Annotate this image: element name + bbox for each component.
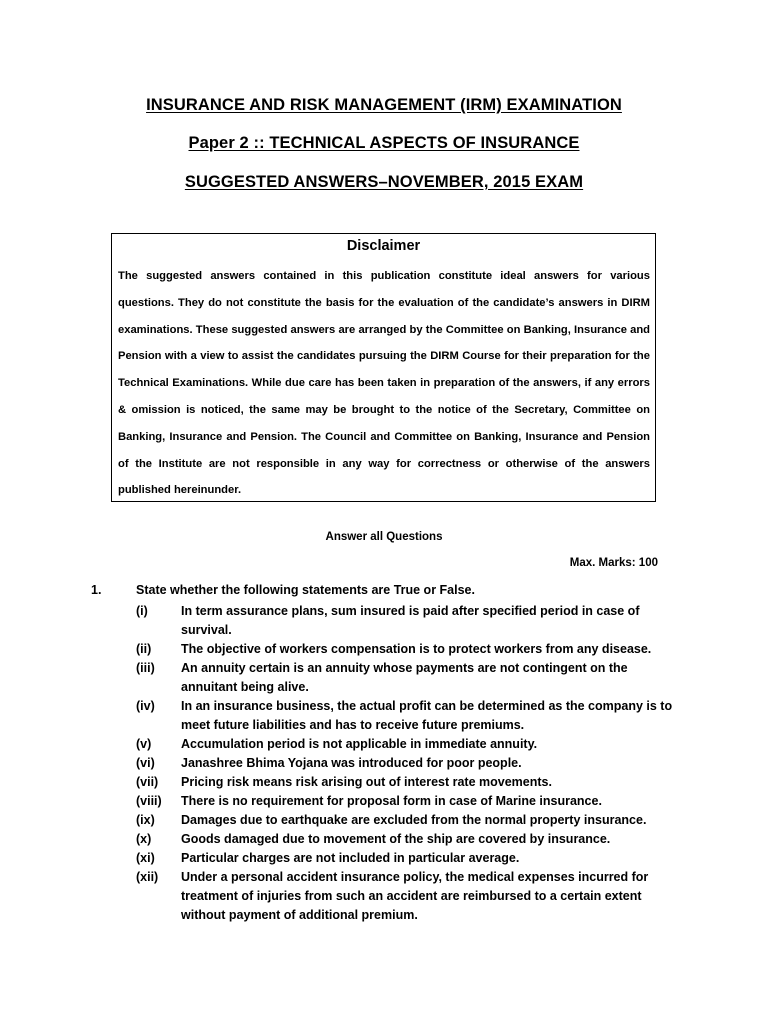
statement-number: (i) (136, 604, 148, 618)
statement-item (136, 754, 686, 773)
answer-all-instruction: Answer all Questions (325, 531, 443, 543)
statement-item (136, 811, 686, 830)
statement-number: (viii) (136, 794, 162, 808)
statement-item (136, 792, 686, 811)
statement-number: (xi) (136, 851, 155, 865)
statement-item (136, 602, 686, 640)
paper-title: Paper 2 :: TECHNICAL ASPECTS OF INSURANCE (188, 134, 580, 152)
statement-item (136, 868, 686, 925)
question-stem: State whether the following statements are True or False. (136, 583, 475, 597)
statement-text: Pricing risk means risk arising out of interest rate movements. (181, 775, 552, 789)
statement-text: In term assurance plans, sum insured is paid after specified period in case of survival. (181, 604, 640, 637)
statement-number: (ii) (136, 642, 152, 656)
statement-number: (v) (136, 737, 152, 751)
statement-text: The objective of workers compensation is to protect workers from any disease. (181, 642, 652, 656)
statement-number: (x) (136, 832, 152, 846)
statement-text: Particular charges are not included in particular average. (181, 851, 520, 865)
statement-item (136, 830, 686, 849)
statement-item (136, 697, 686, 735)
question-number: 1. (91, 583, 102, 597)
statement-text: Janashree Bhima Yojana was introduced for poor people. (181, 756, 522, 770)
statement-text: Goods damaged due to movement of the ship are covered by insurance. (181, 832, 611, 846)
statement-number: (vi) (136, 756, 155, 770)
statement-text: Damages due to earthquake are excluded from the normal property insurance. (181, 813, 647, 827)
disclaimer-text: The suggested answers contained in this publication constitute ideal answers for various questions. They do not constitute the basis for the evaluation of the candidate’s answers in DIRM examinations. These suggested answers are arranged by the Committee on Banking, Insurance and Pension with a view to assist the candidates pursuing the DIRM Course for their preparation for the Technical Examinations. While due care has been taken in preparation of the answers, if any errors & omission is noticed, the same may be brought to the notice of the Secretary, Committee on Banking, Insurance and Pension. The Council and Committee on Banking, Insurance and Pension of the Institute are not responsible in any way for correctness or otherwise of the answers published hereinunder. (118, 270, 650, 497)
statement-item (136, 640, 686, 659)
exam-title: INSURANCE AND RISK MANAGEMENT (IRM) EXAMINATION (146, 96, 622, 114)
statement-number: (xii) (136, 870, 159, 884)
statement-list (136, 602, 686, 925)
statement-number: (iii) (136, 661, 155, 675)
statement-number: (iv) (136, 699, 155, 713)
statement-text: An annuity certain is an annuity whose payments are not contingent on the annuitant being alive. (181, 661, 628, 694)
disclaimer-box (111, 233, 656, 502)
statement-item (136, 659, 686, 697)
statement-item (136, 735, 686, 754)
statement-number: (vii) (136, 775, 159, 789)
statement-text: In an insurance business, the actual profit can be determined as the company is to meet future liabilities and has to receive future premiums. (181, 699, 673, 732)
statement-text: There is no requirement for proposal form in case of Marine insurance. (181, 794, 602, 808)
statement-text: Accumulation period is not applicable in immediate annuity. (181, 737, 538, 751)
disclaimer-title: Disclaimer (346, 238, 421, 254)
suggested-answers-title: SUGGESTED ANSWERS–NOVEMBER, 2015 EXAM (184, 173, 584, 191)
max-marks: Max. Marks: 100 (569, 557, 658, 569)
statement-item (136, 849, 686, 868)
statement-text: Under a personal accident insurance policy, the medical expenses incurred for treatment of injuries from such an accident are reimbursed to a certain extent without payment of additional premium. (181, 870, 649, 922)
statement-item (136, 773, 686, 792)
statement-number: (ix) (136, 813, 155, 827)
